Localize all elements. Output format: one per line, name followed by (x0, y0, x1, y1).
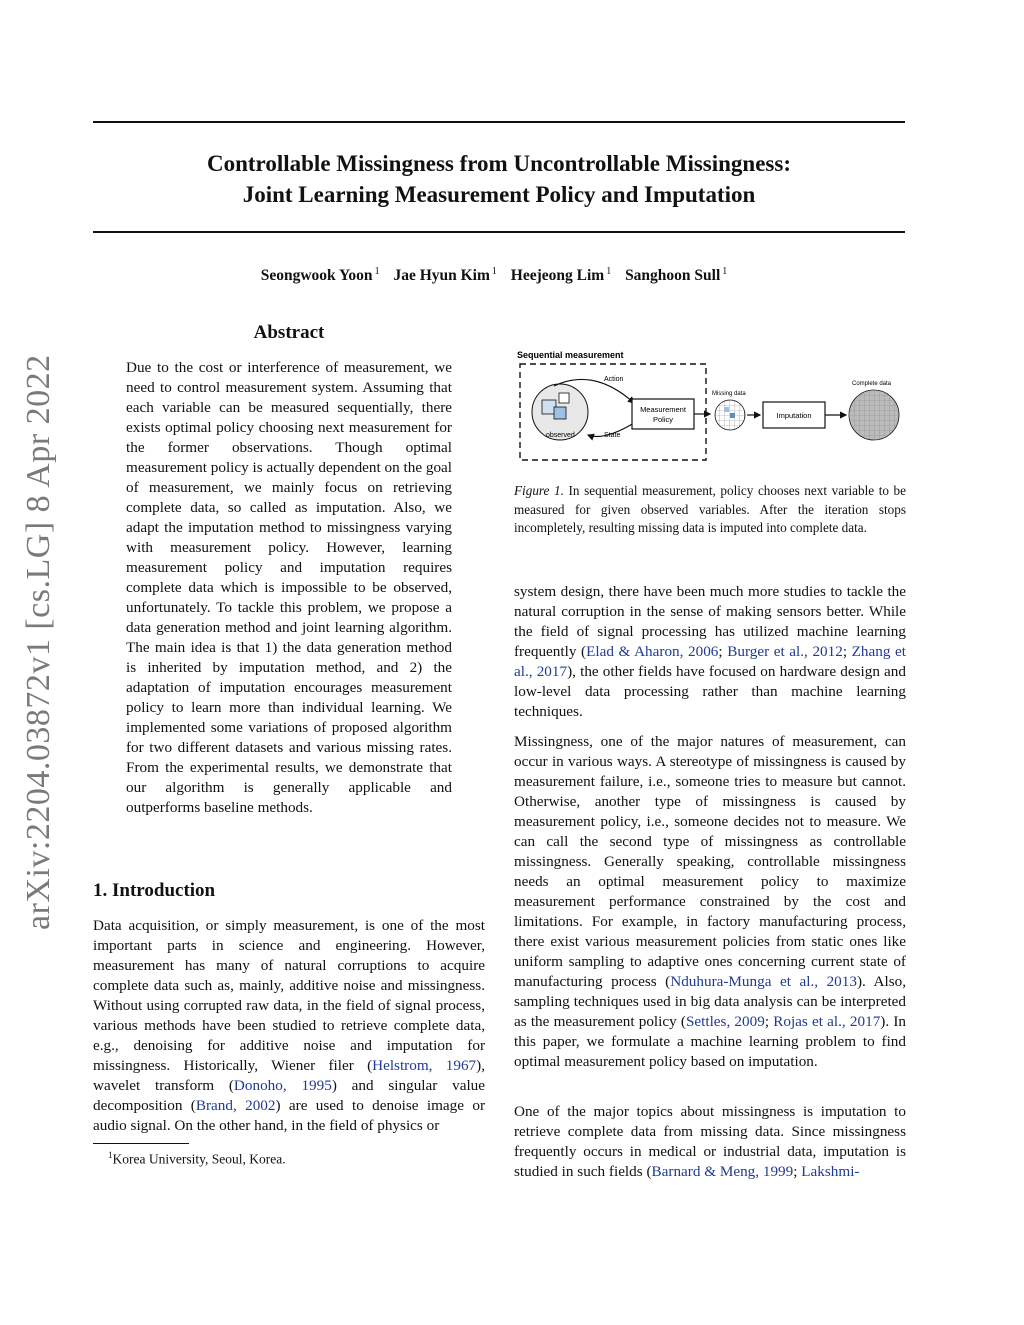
citation-link[interactable]: Lakshmi- (801, 1163, 860, 1180)
missing-data-cell (724, 407, 729, 412)
text-run: ) are used to denoise image or audio signal. On the other hand, in the field of physics or (93, 1097, 485, 1134)
paper-title (93, 148, 905, 210)
author-affiliation: 1 (491, 266, 497, 277)
title-bottom-rule (93, 231, 905, 233)
missing-data-cell (730, 413, 735, 418)
author-list (93, 266, 905, 285)
footnote-rule (93, 1143, 189, 1144)
citation-link[interactable]: Zhang et al., 2017 (514, 643, 907, 680)
title-top-rule (93, 121, 905, 123)
body-paragraph (514, 732, 906, 1072)
figure-label-complete: Complete data (852, 381, 892, 387)
citation-link[interactable]: Barnard & Meng, 1999 (651, 1163, 794, 1180)
citation-link[interactable]: Rojas et al., 2017 (773, 1013, 881, 1030)
policy-box (632, 399, 694, 429)
author-name: Heejeong Lim (510, 267, 605, 285)
footnote-mark: 1 (108, 1150, 113, 1160)
author-affiliation: 1 (722, 266, 728, 277)
citation-link[interactable]: Settles, 2009 (685, 1013, 765, 1030)
text-run: ; (718, 643, 728, 660)
section-heading-introduction: 1. Introduction (93, 880, 216, 901)
text-run: Missingness, one of the major natures of measurement, can occur in various ways. A stereotype of missingness is caused by measurement failure, i.e., someone tries to measure but cannot. Otherwise, another type of missingness is caused by measurement policy, i.e., someone decides not to measure. We can call the second type of missingness as controllable missingness. Generally speaking, controllable missingness needs an optimal measurement policy to maximize measurement performance constrained by the cost and limitations. For example, in factory manufacturing process, there exist various measurement policies from static ones like uniform sampling to adaptive ones concerning current state of manufacturing process ( (514, 733, 906, 990)
caption-text: In sequential measurement, policy chooses next variable to be measured for given observed variables. After the iteration stops incompletely, resulting missing data is imputed into complete data. (514, 483, 907, 535)
figure-label-policy-2: Policy (652, 415, 674, 424)
author-name: Seongwook Yoon (260, 267, 373, 285)
text-run: ). In this paper, we formulate a machine learning problem to find optimal measurement policy based on imputation. (514, 1013, 906, 1070)
text-run: One of the major topics about missingness is imputation to retrieve complete data from missing data. Since missingness frequently occurs in medical or industrial data, imputation is studied in such fields ( (514, 1103, 906, 1180)
footnote (108, 1150, 286, 1168)
author-name: Jae Hyun Kim (393, 267, 490, 285)
text-run: ), the other fields have focused on hardware design and low-level data processing rather than machine learning techniques. (514, 663, 906, 720)
caption-label: Figure 1. (514, 483, 564, 498)
author-affiliation: 1 (606, 266, 612, 277)
citation-link[interactable]: Nduhura-Munga et al., 2013 (670, 973, 857, 990)
figure-sequential-measurement (514, 345, 906, 470)
text-run: ; (842, 643, 852, 660)
text-run: ). Also, sampling techniques used in big data analysis can be interpreted as the measurement policy ( (514, 973, 906, 1030)
figure-caption (514, 482, 906, 538)
citation-link[interactable]: Elad & Aharon, 2006 (586, 643, 719, 660)
citation-link[interactable]: Helstrom, 1967 (372, 1057, 477, 1074)
intro-paragraph (93, 916, 485, 1136)
citation-link[interactable]: Brand, 2002 (195, 1097, 276, 1114)
title-line-1: Controllable Missingness from Uncontrollable Missingness: (207, 151, 791, 176)
text-run: ) and singular value decomposition ( (93, 1077, 486, 1114)
text-run: Data acquisition, or simply measurement, is one of the most important parts in science and engineering. However, measurement has many of natural corruptions to acquire complete data such as, mainly, additive noise and missingness. Without using corrupted raw data, in the field of signal process, various methods have been studied to retrieve complete data, e.g., denoising for additive noise and imputation for missingness. Historically, Wiener filer ( (93, 917, 485, 1074)
observed-data-cell (554, 407, 566, 419)
figure-label-observed: observed (546, 432, 575, 439)
observed-data-cell (559, 393, 569, 403)
citation-link[interactable]: Donoho, 1995 (233, 1077, 332, 1094)
figure-label-sequential: Sequential measurement (517, 350, 624, 360)
citation-link[interactable]: Burger et al., 2012 (727, 643, 843, 660)
figure-label-state: State (604, 432, 621, 439)
body-paragraph (514, 582, 906, 722)
arxiv-stamp: arXiv:2204.03872v1 [cs.LG] 8 Apr 2022 (20, 354, 57, 930)
complete-data-grid (849, 390, 899, 440)
abstract-body: Due to the cost or interference of measurement, we need to control measurement system. Assuming that each variable can be measured sequentially, there exists optimal policy choosing next measurement for the former observations. Though optimal measurement policy is actually dependent on the goal of measurement, we mainly focus on retrieving complete data, so called as imputation. Also, we adapt the imputation method to missingness varying with measurement policy. However, learning measurement policy and imputation requires complete data which is impossible to be observed, unfortunately. To tackle this problem, we propose a data generation method and joint learning algorithm. The main idea is that 1) the data generation method is inherited by imputation method, and 2) the adaptation of imputation encourages measurement policy to learn more than individual learning. We implemented some variations of proposed algorithm for two different datasets and various missing rates. From the experimental results, we demonstrate that our algorithm is generally applicable and outperforms baseline methods. (126, 359, 453, 816)
figure-label-imputation: Imputation (776, 411, 812, 420)
figure-label-policy-1: Measurement (640, 405, 686, 414)
body-paragraph (514, 1102, 906, 1182)
text-run: ; (764, 1013, 774, 1030)
author-name: Sanghoon Sull (625, 267, 721, 285)
text-run: ), wavelet transform ( (93, 1057, 485, 1094)
footnote-text: Korea University, Seoul, Korea. (112, 1151, 286, 1167)
abstract-heading: Abstract (253, 322, 325, 343)
figure-label-missing: Missing data (712, 391, 746, 397)
author-affiliation: 1 (374, 266, 380, 277)
title-line-2: Joint Learning Measurement Policy and Imputation (242, 182, 756, 207)
figure-label-action: Action (604, 376, 624, 383)
text-run: system design, there have been much more studies to tackle the natural corruption in the sense of making sensors better. While the field of signal processing has utilized machine learning frequently ( (514, 583, 906, 660)
text-run: ; (793, 1163, 802, 1180)
